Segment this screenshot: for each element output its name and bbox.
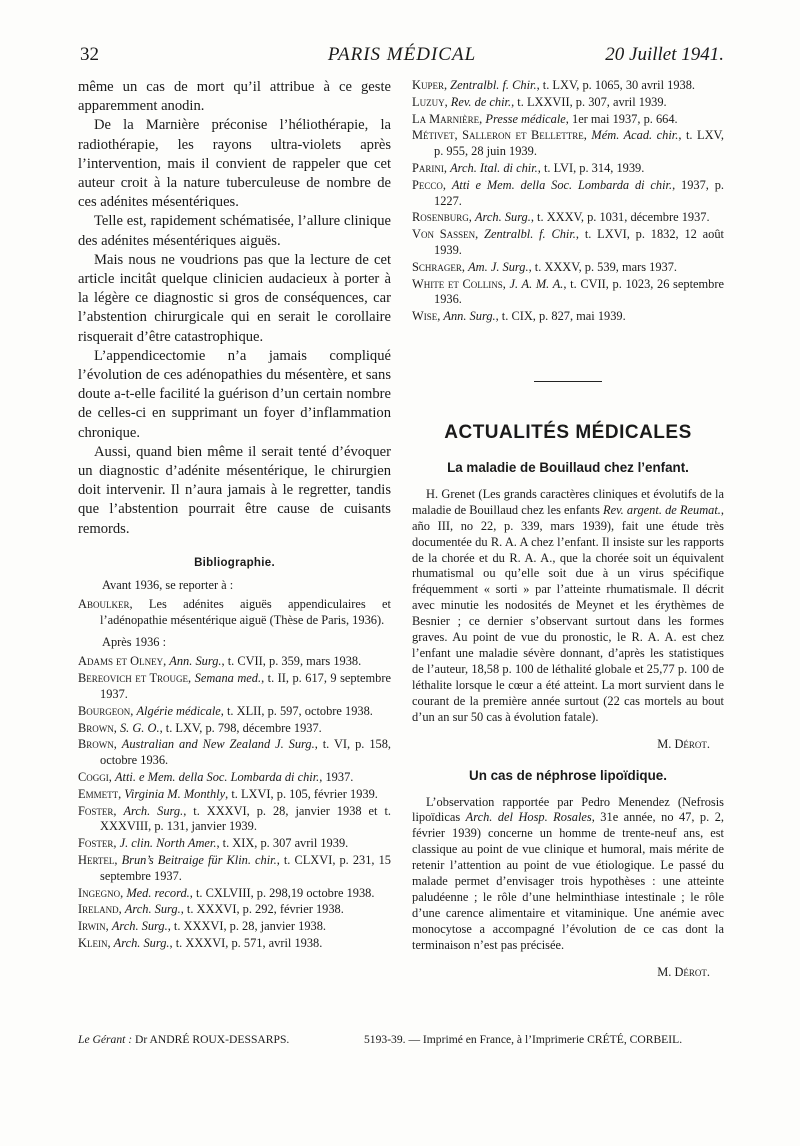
paragraph — [412, 795, 724, 954]
reference-author: Aboulker, — [78, 596, 133, 611]
page-footer — [78, 1033, 724, 1053]
reference-author: Foster, — [78, 803, 117, 818]
reference-journal: Semana med. — [194, 671, 262, 686]
reference-journal: Brun’s Beitraige für Klin. chir. — [121, 853, 277, 868]
reference-author: Brown, — [78, 737, 117, 752]
reference-journal: S. G. O. — [119, 720, 160, 735]
reference-item — [412, 260, 724, 276]
reference-item — [412, 128, 724, 160]
article-bouillaud — [412, 460, 724, 752]
reference-author: Kuper, — [412, 78, 448, 92]
reference-list — [78, 654, 391, 951]
reference-text: , 1937, p. 1227. — [434, 177, 724, 208]
reference-text: , 1937. — [319, 770, 354, 785]
bibliography-subheading: Après 1936 : — [102, 635, 167, 650]
reference-text: , t. CVII, p. 1023, 26 septembre 1936. — [434, 276, 724, 307]
reference-author: Brown, — [78, 720, 117, 735]
reference-item — [78, 936, 391, 952]
reference-author: Ireland, — [78, 902, 122, 917]
reference-text: , t. LXVI, p. 105, février 1939. — [225, 786, 378, 801]
reference-author: Schrager, — [412, 259, 465, 274]
reference-item — [78, 704, 391, 720]
publisher-manager — [78, 1033, 289, 1046]
reference-text: , t. LXV, p. 1065, 30 avril 1938. — [536, 78, 696, 92]
reference-journal: Arch. Surg. — [111, 919, 168, 934]
reference-journal: Ann. Surg. — [443, 309, 496, 324]
reference-author: Irwin, — [78, 919, 109, 934]
bibliography-heading: Bibliographie. — [194, 556, 275, 569]
text-run: L’observation rapportée par Pedro Menendez (Nefrosis lipoïdicas — [412, 794, 724, 825]
article-nephrose — [412, 768, 724, 980]
printer-line: 5193-39. — Imprimé en France, à l’Imprimerie CRÉTÉ, CORBEIL. — [364, 1033, 683, 1046]
running-header — [80, 44, 724, 72]
reference-item — [78, 853, 391, 885]
reference-list — [78, 597, 391, 629]
text-run: H. Grenet ( — [426, 486, 483, 501]
reference-journal: Atti e Mem. della Soc. Lombarda di chir. — [451, 177, 673, 192]
reference-text: , t. LXV, p. 798, décembre 1937. — [159, 720, 322, 735]
article-body — [78, 78, 391, 539]
reference-text: , t. CIX, p. 827, mai 1939. — [495, 309, 626, 324]
paragraph: Mais nous ne voudrions pas que la lecture de cet article incitât quelque clinicien audacieux à porter à la légère ce diagnostic si gros de conséquences, car l’abstention chirurgicale qui en serait le corollaire risquerait d’être catastrophique. — [78, 251, 391, 345]
reference-author: Klein, — [78, 936, 111, 951]
reference-text: , t. LXXVII, p. 307, avril 1939. — [511, 94, 667, 109]
paragraph: L’appendicectomie n’a jamais compliqué l’évolution de ces adénopathies du mésentère, et sans doute a-t-elle facilité la guérison d’un certain nombre de celles-ci en supprimant un foyer d’inflammation chronique. — [78, 347, 391, 441]
reference-text: , t. XXXVI, p. 28, janvier 1938. — [167, 919, 327, 934]
reference-journal: Rev. de chir. — [450, 94, 512, 109]
reference-item — [78, 919, 391, 935]
reference-list — [412, 78, 724, 325]
reference-text: , t. LXVI, p. 1832, 12 août 1939. — [434, 227, 724, 257]
reference-journal: Am. J. Surg. — [468, 259, 529, 274]
signature: M. Dérot. — [657, 736, 710, 751]
journal-name: Rev. argent. de Reumat. — [603, 502, 721, 517]
reference-author: Wise, — [412, 309, 441, 324]
bibliography-subheading: Avant 1936, se reporter à : — [102, 577, 234, 592]
reference-journal: Algérie médicale — [136, 703, 221, 718]
reference-item — [78, 770, 391, 786]
reference-item — [412, 78, 724, 94]
reference-journal: Zentralbl. f. Chir. — [484, 227, 576, 242]
reference-item — [78, 671, 391, 703]
reference-author: White et Collins, — [412, 276, 506, 291]
reference-author: Bereovich et Trouge, — [78, 671, 192, 686]
journal-title: PARIS MÉDICAL — [327, 44, 477, 65]
reference-item — [78, 787, 391, 803]
section-title: ACTUALITÉS MÉDICALES — [444, 421, 692, 443]
reference-journal: J. clin. North Amer. — [119, 836, 217, 851]
reference-author: Adams et Olney, — [78, 654, 167, 669]
reference-author: Ingegno, — [78, 885, 124, 900]
reference-text: , t. CVII, p. 359, mars 1938. — [221, 654, 362, 669]
reference-author: Pecco, — [412, 177, 446, 192]
reference-author: Coggi, — [78, 770, 112, 785]
reference-journal: Presse médicale — [485, 111, 566, 126]
reference-item — [412, 277, 724, 309]
reference-journal: Arch. Surg. — [113, 936, 170, 951]
reference-text: , t. CXLVIII, p. 298,19 octobre 1938. — [189, 885, 375, 900]
issue-date: 20 Juillet 1941. — [605, 44, 724, 65]
reference-item — [78, 654, 391, 670]
reference-item — [412, 95, 724, 111]
reference-author: Foster, — [78, 836, 117, 851]
reference-text: , t. XXXVI, p. 571, avril 1938. — [169, 936, 323, 951]
reference-author: Emmett, — [78, 786, 122, 801]
text-run: , año III, no 22, p. 339, mars 1939), fait une étude très documentée du R. A. A chez l’enfant. Il insiste sur les rapports de la chorée et du R. A. A., que la chorée soit un équivalent rhumatismal ou qu’elle soit due à un virus spécifique fréquemment « sorti » par l’atteinte rhumatismale. Il décrit avec minutie les nodosités de Meynet et les érythèmes de Besnier ; ce dernier s’observant surtout dans les formes graves. Au point de vue du pronostic, le R. A. A. est chez l’enfant une maladie sévère donnant, d’après les statistiques de l’auteur, 18,58 p. 100 de léthalité globale et 25,77 p. 100 de léthalite lorsque le cœur a été atteint. La mort survient dans le courant de la première année surtout (22 cas mortels au bout d’un an sur 50 cas à évolution fatale). — [412, 502, 724, 724]
article-title: Un cas de néphrose lipoïdique. — [469, 767, 667, 783]
reference-author: Parini, — [412, 160, 447, 175]
reference-author: Hertel, — [78, 853, 118, 868]
reference-journal: J. A. M. A. — [509, 276, 564, 291]
reference-journal: Mém. Acad. chir. — [591, 128, 679, 143]
reference-item — [78, 902, 391, 918]
reference-journal: Australian and New Zealand J. Surg. — [121, 737, 315, 752]
reference-item — [412, 210, 724, 226]
reference-text: , 1er mai 1937, p. 664. — [565, 111, 678, 126]
reference-text: , t. XXXV, p. 539, mars 1937. — [528, 259, 678, 274]
reference-item — [78, 597, 391, 629]
section-divider — [534, 381, 602, 382]
paragraph: Telle est, rapidement schématisée, l’allure clinique des adénites mésentériques aiguës. — [78, 213, 391, 249]
paragraph: De la Marnière préconise l’héliothérapie, la radiothérapie, les rayons ultra-violets après l’intervention, mais il convient de rappeler que cet auteur croit à la nature tuberculeuse de nombre de ces adénites mésentériques. — [78, 117, 391, 211]
reference-text: , t. LVI, p. 314, 1939. — [537, 160, 645, 175]
reference-journal: Arch. Surg. — [124, 902, 181, 917]
paragraph: Aussi, quand bien même il serait tenté d’évoquer un diagnostic d’adénite mésentérique, le chirurgien doit intervenir. Il n’aura jamais à le regretter, tandis que l’abstention pourrait être cause de cuisants remords. — [78, 443, 391, 537]
left-column — [78, 78, 391, 953]
reference-item — [78, 836, 391, 852]
reference-item — [412, 112, 724, 128]
reference-journal: Arch. Surg. — [474, 210, 531, 225]
article-title: La maladie de Bouillaud chez l’enfant. — [447, 459, 689, 475]
reference-text: , t. XXXVI, p. 28, janvier 1938 et t. XXXVIII, p. 131, janvier 1939. — [100, 803, 391, 834]
reference-author: Bourgeon, — [78, 703, 134, 718]
reference-item — [412, 178, 724, 210]
reference-journal: Arch. Ital. di chir. — [450, 160, 538, 175]
reference-item — [412, 309, 724, 325]
reference-journal: Virginia M. Monthly — [124, 786, 226, 801]
reference-text: , t. CLXVI, p. 231, 15 septembre 1937. — [100, 853, 391, 883]
reference-text: , t. VI, p. 158, octobre 1936. — [100, 737, 391, 768]
reference-journal: Arch. Surg. — [123, 803, 184, 818]
journal-name: Arch. del Hosp. Rosales — [465, 810, 592, 825]
text-run: , 31e année, no 47, p. 2, février 1939) concerne un homme de trente-neuf ans, est classique au point de vue clinique et humoral, mais mérite de retenir l’attention au point de vue étiologique. Le passé du malade permet d’envisager trois hypothèses : une atteinte paludéenne ; le rôle d’une helminthiase intestinale ; le rôle d’une carence alimentaire et vitaminique. Une anémie avec monocytose a accompagné l’évolution de ce cas dont la terminaison n’est pas précisée. — [412, 810, 724, 952]
reference-item — [412, 227, 724, 259]
reference-text: , t. LXV, p. 955, 28 juin 1939. — [434, 128, 724, 159]
reference-text: Les adénites aiguës appendiculaires et l’adénopathie mésentérique aiguë (Thèse de Paris, 1936). — [100, 596, 391, 627]
reference-item — [78, 804, 391, 836]
reference-item — [78, 737, 391, 769]
reference-journal: Zentralbl. f. Chir. — [450, 78, 537, 92]
page-number: 32 — [80, 44, 99, 65]
manager-label: Le Gérant : — [78, 1033, 133, 1046]
reference-text: , t. XXXV, p. 1031, décembre 1937. — [530, 210, 710, 225]
paragraph: même un cas de mort qu’il attribue à ce geste apparemment anodin. — [78, 79, 391, 115]
signature: M. Dérot. — [657, 964, 710, 979]
paragraph — [412, 487, 724, 726]
text-run: Les grands caractères cliniques et évolutifs de la maladie de Bouillaud chez les enfants — [412, 486, 724, 517]
reference-text: , t. XXXVI, p. 292, février 1938. — [180, 902, 344, 917]
reference-author: Métivet, Salleron et Bellettre, — [412, 128, 587, 143]
reference-author: Von Sassen, — [412, 227, 479, 242]
right-column — [412, 78, 724, 980]
reference-author: Rosenburg, — [412, 210, 472, 225]
reference-item — [78, 721, 391, 737]
reference-author: La Marnière, — [412, 111, 483, 126]
reference-journal: Med. record. — [126, 885, 190, 900]
reference-text: , t. XLII, p. 597, octobre 1938. — [220, 703, 373, 718]
reference-text: , t. XIX, p. 307 avril 1939. — [216, 836, 349, 851]
reference-item — [412, 161, 724, 177]
manager-name: Dr ANDRÉ ROUX-DESSARPS. — [132, 1033, 290, 1046]
reference-journal: Atti. e Mem. della Soc. Lombarda di chir. — [114, 770, 320, 785]
reference-item — [78, 886, 391, 902]
reference-journal: Ann. Surg. — [169, 654, 222, 669]
reference-author: Luzuy, — [412, 94, 448, 109]
reference-text: , t. II, p. 617, 9 septembre 1937. — [100, 671, 391, 702]
